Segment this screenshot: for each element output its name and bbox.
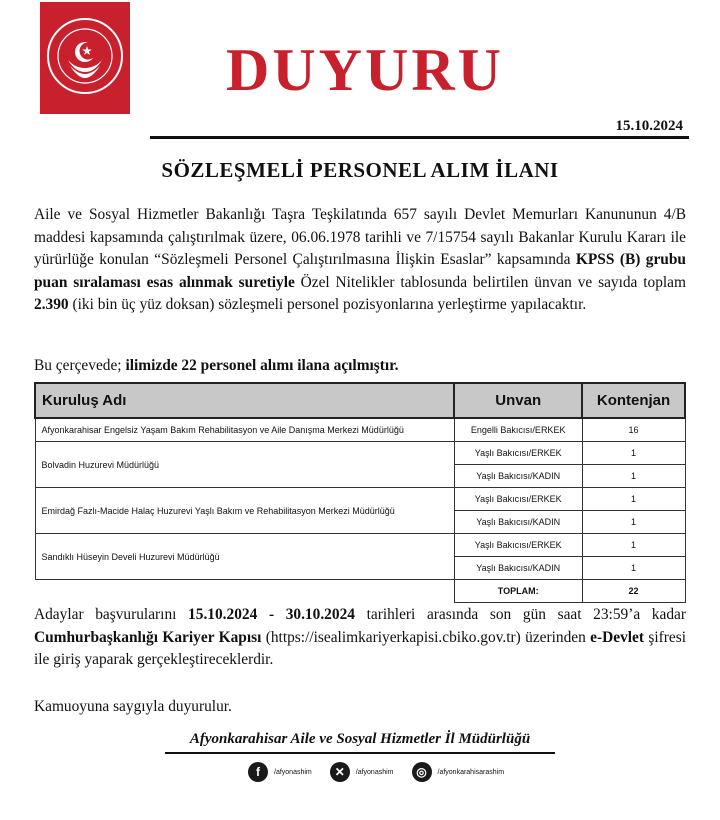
table-header-row bbox=[35, 383, 685, 418]
total-label: TOPLAM: bbox=[454, 580, 582, 603]
intro-bold-total: 2.390 bbox=[34, 296, 69, 313]
x-icon[interactable]: ✕ bbox=[330, 762, 350, 782]
quota-cell: 1 bbox=[582, 488, 685, 511]
table-row bbox=[35, 488, 685, 511]
intro-bold-kpss: KPSS (B) grubu puan sıralaması esas alınmak suretiyle bbox=[34, 251, 686, 291]
application-text-1: Adaylar başvurularını bbox=[34, 606, 189, 623]
facebook-handle[interactable]: /afyonashim bbox=[274, 768, 312, 776]
institution-cell: Sandıklı Hüseyin Develi Huzurevi Müdürlüğü bbox=[35, 534, 454, 580]
quota-cell: 1 bbox=[582, 511, 685, 534]
header-divider bbox=[150, 136, 689, 139]
title-cell: Yaşlı Bakıcısı/ERKEK bbox=[454, 442, 582, 465]
table-row bbox=[35, 442, 685, 465]
application-text-3: (https://isealimkariyerkapisi.cbiko.gov.tr) üzerinden bbox=[261, 628, 591, 646]
quota-cell: 1 bbox=[582, 442, 685, 465]
total-spacer bbox=[35, 580, 454, 603]
local-text: Bu çerçevede; bbox=[34, 357, 126, 374]
application-portal: Cumhurbaşkanlığı Kariyer Kapısı bbox=[34, 628, 262, 646]
application-text-2: tarihleri arasında son gün saat 23:59’a kadar bbox=[354, 606, 686, 623]
application-paragraph bbox=[34, 604, 686, 672]
announcement-date: 15.10.2024 bbox=[615, 118, 683, 134]
title-cell: Yaşlı Bakıcısı/ERKEK bbox=[454, 488, 582, 511]
announcement-heading: DUYURU bbox=[226, 37, 504, 103]
ministry-logo bbox=[40, 2, 130, 114]
social-links bbox=[248, 762, 516, 782]
intro-text-3: (iki bin üç yüz doksan) sözleşmeli personel pozisyonlarına yerleştirme yapılacaktır. bbox=[68, 296, 587, 313]
positions-table bbox=[34, 382, 686, 603]
quota-cell: 1 bbox=[582, 557, 685, 580]
title-cell: Yaşlı Bakıcısı/KADIN bbox=[454, 465, 582, 488]
total-value: 22 bbox=[582, 580, 685, 603]
table-row bbox=[35, 418, 685, 442]
application-text-4: şifresi ile giriş yaparak gerçekleştireceklerdir. bbox=[34, 628, 686, 668]
quota-cell: 1 bbox=[582, 534, 685, 557]
intro-text-1: Aile ve Sosyal Hizmetler Bakanlığı Taşra Teşkilatında 657 sayılı Devlet Memurları Kanununun 4/B maddesi kapsamında çalıştırılmak üzere, 06.06.1978 tarihli ve 7/15754 sayılı Bakanlar Kurulu Kararı ile yürürlüğe konulan “Sözleşmeli Personel Çalıştırılmasına İlişkin Esaslar” kapsamında bbox=[34, 206, 686, 268]
header-quota: Kontenjan bbox=[582, 383, 685, 418]
institution-cell: Bolvadin Huzurevi Müdürlüğü bbox=[35, 442, 454, 488]
title-cell: Engelli Bakıcısı/ERKEK bbox=[454, 418, 582, 442]
institution-cell: Emirdağ Fazlı-Macide Halaç Huzurevi Yaşlı Bakım ve Rehabilitasyon Merkezi Müdürlüğü bbox=[35, 488, 454, 534]
local-bold: ilimizde 22 personel alımı ilana açılmıştır. bbox=[125, 357, 399, 374]
application-dates: 15.10.2024 - 30.10.2024 bbox=[188, 606, 355, 623]
header-institution: Kuruluş Adı bbox=[35, 383, 454, 418]
header-title: Unvan bbox=[454, 383, 582, 418]
intro-paragraph bbox=[34, 204, 686, 317]
footer-office: Afyonkarahisar Aile ve Sosyal Hizmetler İl Müdürlüğü bbox=[189, 731, 531, 747]
local-paragraph bbox=[34, 355, 686, 378]
instagram-icon[interactable]: ◎ bbox=[412, 762, 432, 782]
ministry-emblem-icon bbox=[40, 2, 130, 114]
quota-cell: 16 bbox=[582, 418, 685, 442]
page-title: SÖZLEŞMELİ PERSONEL ALIM İLANI bbox=[161, 158, 559, 182]
title-cell: Yaşlı Bakıcısı/KADIN bbox=[454, 511, 582, 534]
intro-text-2: Özel Nitelikler tablosunda belirtilen ünvan ve sayıda toplam bbox=[294, 273, 686, 291]
title-cell: Yaşlı Bakıcısı/KADIN bbox=[454, 557, 582, 580]
table-total-row bbox=[35, 580, 685, 603]
x-handle[interactable]: /afyonashim bbox=[355, 768, 394, 776]
table-row bbox=[35, 534, 685, 557]
closing-text: Kamuoyuna saygıyla duyurulur. bbox=[34, 698, 232, 715]
quota-cell: 1 bbox=[582, 465, 685, 488]
application-edevlet: e-Devlet bbox=[590, 628, 645, 646]
instagram-handle[interactable]: /afyonkarahisarashim bbox=[437, 768, 505, 776]
footer-divider bbox=[165, 752, 555, 754]
facebook-icon[interactable]: f bbox=[248, 762, 268, 782]
title-cell: Yaşlı Bakıcısı/ERKEK bbox=[454, 534, 582, 557]
institution-cell: Afyonkarahisar Engelsiz Yaşam Bakım Rehabilitasyon ve Aile Danışma Merkezi Müdürlüğü bbox=[35, 418, 454, 442]
